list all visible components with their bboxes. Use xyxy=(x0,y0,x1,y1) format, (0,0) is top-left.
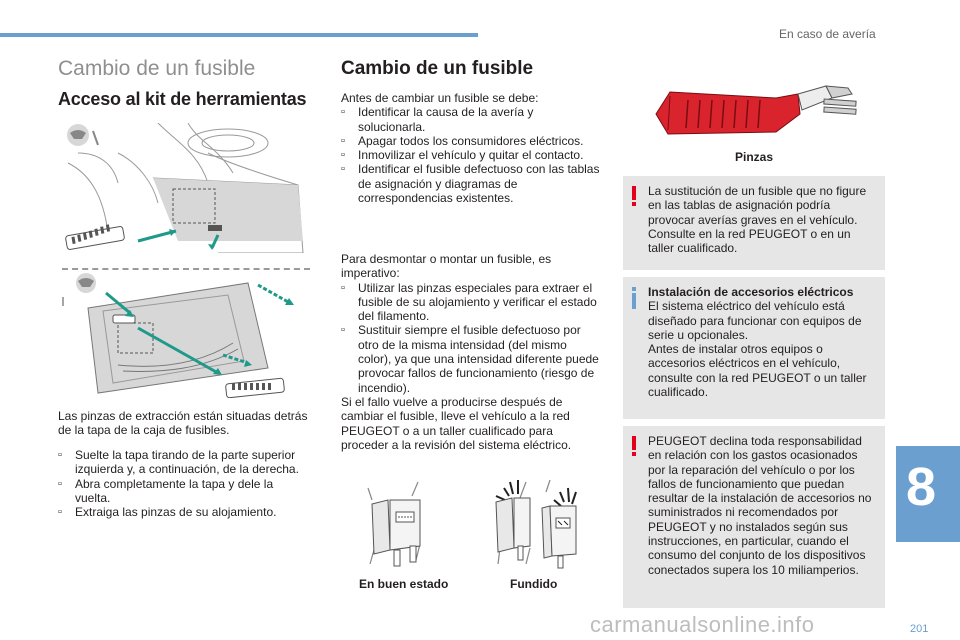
page-number: 201 xyxy=(910,623,929,635)
mount-intro: Para desmontar o montar un fusible, es imperativo: xyxy=(341,252,552,281)
list-item: ▫ Suelte la tapa tirando de la parte superior izquierda y, a continuación, de la derecha. xyxy=(58,448,310,477)
list-item: ▫ Sustituir siempre el fusible defectuoso por otro de la misma intensidad (del mismo color), ya que una intensidad diferente puede provocar fallos de funcionamiento (riesgo de incendio). xyxy=(341,323,601,394)
page-title: Cambio de un fusible xyxy=(58,57,256,80)
fuse-blown-icon xyxy=(490,478,585,570)
list-item: ▫ Inmovilizar el vehículo y quitar el contacto. xyxy=(341,148,601,162)
pliers-location-text: Las pinzas de extracción están situadas detrás de la tapa de la caja de fusibles. xyxy=(58,409,308,438)
info-content xyxy=(648,285,878,399)
warning-icon xyxy=(632,186,636,205)
info-note-accessories xyxy=(623,277,885,419)
before-intro: Antes de cambiar un fusible se debe: xyxy=(341,91,539,105)
toolkit-heading: Acceso al kit de herramientas xyxy=(58,89,307,109)
fuse-lid-illustration xyxy=(58,273,310,398)
fuse-good-label: En buen estado xyxy=(359,577,449,591)
before-change-block xyxy=(341,91,601,205)
header-accent-bar xyxy=(0,33,478,37)
warning-note-liability xyxy=(623,426,885,608)
list-item: ▫ Apagar todos los consumidores eléctricos. xyxy=(341,134,601,148)
mount-block xyxy=(341,252,601,452)
list-item: ▫ Extraiga las pinzas de su alojamiento. xyxy=(58,505,310,519)
list-item: ▫ Identificar la causa de la avería y solucionarla. xyxy=(341,105,601,134)
watermark: carmanualsonline.info xyxy=(590,612,815,637)
warning-text: PEUGEOT declina toda responsabilidad en relación con los gastos ocasionados por la reparación del vehículo o por los fallos de funcionamiento que puedan resultar de la instalación de accesorios no suministrados ni recomendados por PEUGEOT y no instalados según sus instrucciones, en particular, cuando el consumo del conjunto de los dispositivos conectados supera los 10 miliamperios. xyxy=(648,434,872,577)
info-body: El sistema eléctrico del vehículo está diseñado para funcionar con equipos de serie u opcionales. Antes de instalar otros equipos o accesorios eléctricos en el vehículo, consulte con la red PEUGEOT o un taller cualificado. xyxy=(648,299,867,400)
chapter-number: 8 xyxy=(905,457,937,517)
list-item: ▫ Abra completamente la tapa y dele la vuelta. xyxy=(58,477,310,506)
fuse-good-icon xyxy=(360,478,430,570)
dashboard-illustration xyxy=(58,123,310,253)
fuse-change-heading: Cambio de un fusible xyxy=(341,58,534,79)
illustration-divider xyxy=(62,268,310,270)
fuse-blown-label: Fundido xyxy=(510,577,558,591)
warning-note-fuse-tables xyxy=(623,176,885,270)
info-title: Instalación de accesorios eléctricos xyxy=(648,285,854,299)
closing-text: Si el fallo vuelve a producirse después de cambiar el fusible, lleve el vehículo a la red PEUGEOT o a un taller cualificado para proceder a la revisión del sistema eléctrico. xyxy=(341,394,572,452)
warning-icon xyxy=(632,436,636,455)
pliers-label: Pinzas xyxy=(735,150,774,164)
list-item: ▫ Identificar el fusible defectuoso con las tablas de asignación y diagramas de correspondencias existentes. xyxy=(341,162,601,205)
list-item: ▫ Utilizar las pinzas especiales para extraer el fusible de su alojamiento y verificar el estado del filamento. xyxy=(341,281,601,324)
pliers-illustration xyxy=(648,72,860,146)
chapter-tab xyxy=(896,446,960,542)
toolkit-steps-list xyxy=(58,448,310,519)
warning-text: La sustitución de un fusible que no figure en las tablas de asignación podría provocar averías graves en el vehículo. Consulte en la red PEUGEOT o en un taller cualificado. xyxy=(648,184,867,256)
info-icon xyxy=(632,287,636,309)
section-title: En caso de avería xyxy=(779,27,876,41)
